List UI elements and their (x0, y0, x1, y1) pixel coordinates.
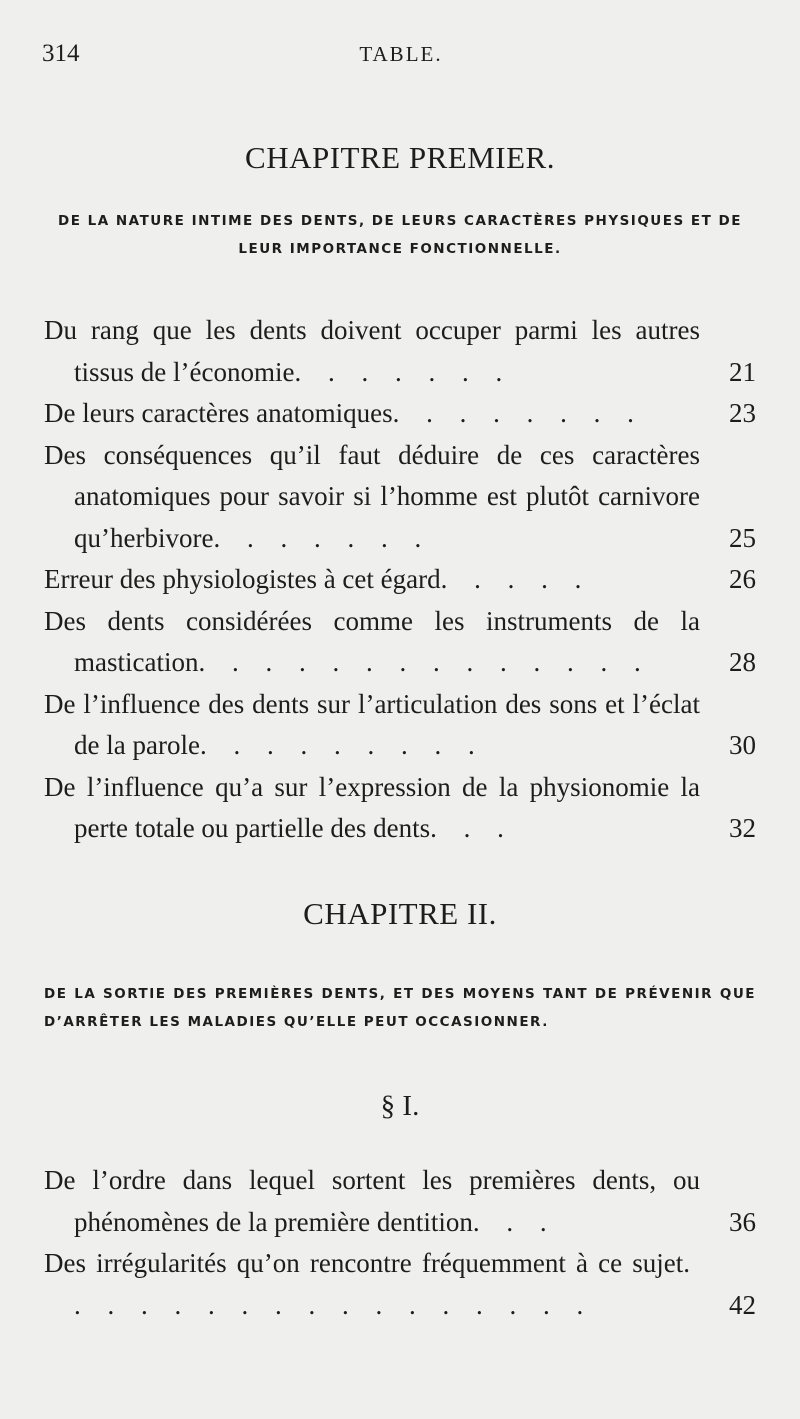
dot-leader: . . . (472, 1206, 557, 1237)
chapter-2-entries (44, 1160, 756, 1326)
toc-entry-page: 21 (729, 356, 756, 387)
toc-entry-text: Des dents considérées comme les instruments de la mastication (44, 605, 700, 677)
toc-entry-text: De l’ordre dans lequel sortent les premières dents, ou phénomènes de la première dentition (44, 1165, 700, 1237)
toc-entry (44, 601, 756, 684)
toc-entry-text: Des irrégularités qu’on rencontre fréquemment à ce sujet (44, 1248, 684, 1278)
toc-entry-page: 42 (729, 1289, 756, 1320)
chapter-2-subtitle: DE LA SORTIE DES PREMIÈRES DENTS, ET DES MOYENS TANT DE PRÉVENIR QUE D’ARRÊTER LES MALADIES QU’ELLE PEUT OCCASIONNER. (44, 986, 756, 1030)
toc-entry-page: 26 (729, 564, 756, 594)
chapter-1-title: CHAPITRE PREMIER. (245, 140, 555, 175)
toc-entry-text: Du rang que les dents doivent occuper parmi les autres tissus de l’économie (44, 315, 700, 387)
dot-leader: . . . . . . . . . . . . . . . . . (74, 1248, 700, 1320)
toc-entry (44, 1160, 756, 1243)
page-header (42, 40, 760, 80)
dot-leader: . . . (430, 813, 514, 843)
toc-entry (44, 1243, 756, 1326)
chapter-1-entries (44, 310, 756, 850)
dot-leader: . . . . . . . . . . . . . . (198, 647, 651, 677)
toc-entry-page: 36 (729, 1206, 756, 1237)
dot-leader: . . . . . (440, 564, 592, 594)
toc-entry-page: 28 (729, 647, 756, 677)
toc-entry (44, 435, 756, 560)
toc-entry (44, 559, 756, 601)
toc-entry (44, 684, 756, 767)
running-title: TABLE. (359, 42, 443, 66)
toc-entry-page: 32 (729, 813, 756, 843)
toc-entry-text: Des conséquences qu’il faut déduire de ces caractères anatomiques pour savoir si l’homme est plutôt carnivore qu’herbivore (44, 439, 700, 553)
dot-leader: . . . . . . . . . (199, 730, 485, 760)
dot-leader: . . . . . . . . (392, 398, 644, 428)
toc-entry-text: De l’influence des dents sur l’articulation des sons et l’éclat de la parole (44, 688, 700, 760)
chapter-1-subtitle: DE LA NATURE INTIME DES DENTS, DE LEURS CARACTÈRES PHYSIQUES ET DE LEUR IMPORTANCE FONCTIONNELLE. (58, 213, 742, 257)
toc-entry-text: Erreur des physiologistes à cet égard (44, 564, 441, 594)
toc-entry-text: De l’influence qu’a sur l’expression de la physionomie la perte totale ou partielle des dents (44, 771, 700, 843)
section-heading: § I. (380, 1090, 420, 1122)
toc-entry (44, 767, 756, 850)
toc-entry (44, 393, 756, 435)
toc-entry-page: 23 (729, 398, 756, 428)
toc-entry-page: 30 (729, 730, 756, 760)
toc-entry-text: De leurs caractères anatomiques (44, 398, 393, 428)
dot-leader: . . . . . . . (294, 356, 513, 387)
toc-entry-page: 25 (729, 522, 756, 553)
page-number: 314 (42, 40, 80, 67)
toc-entry (44, 310, 756, 393)
chapter-2-title: CHAPITRE II. (303, 896, 497, 931)
dot-leader: . . . . . . . (213, 522, 432, 553)
